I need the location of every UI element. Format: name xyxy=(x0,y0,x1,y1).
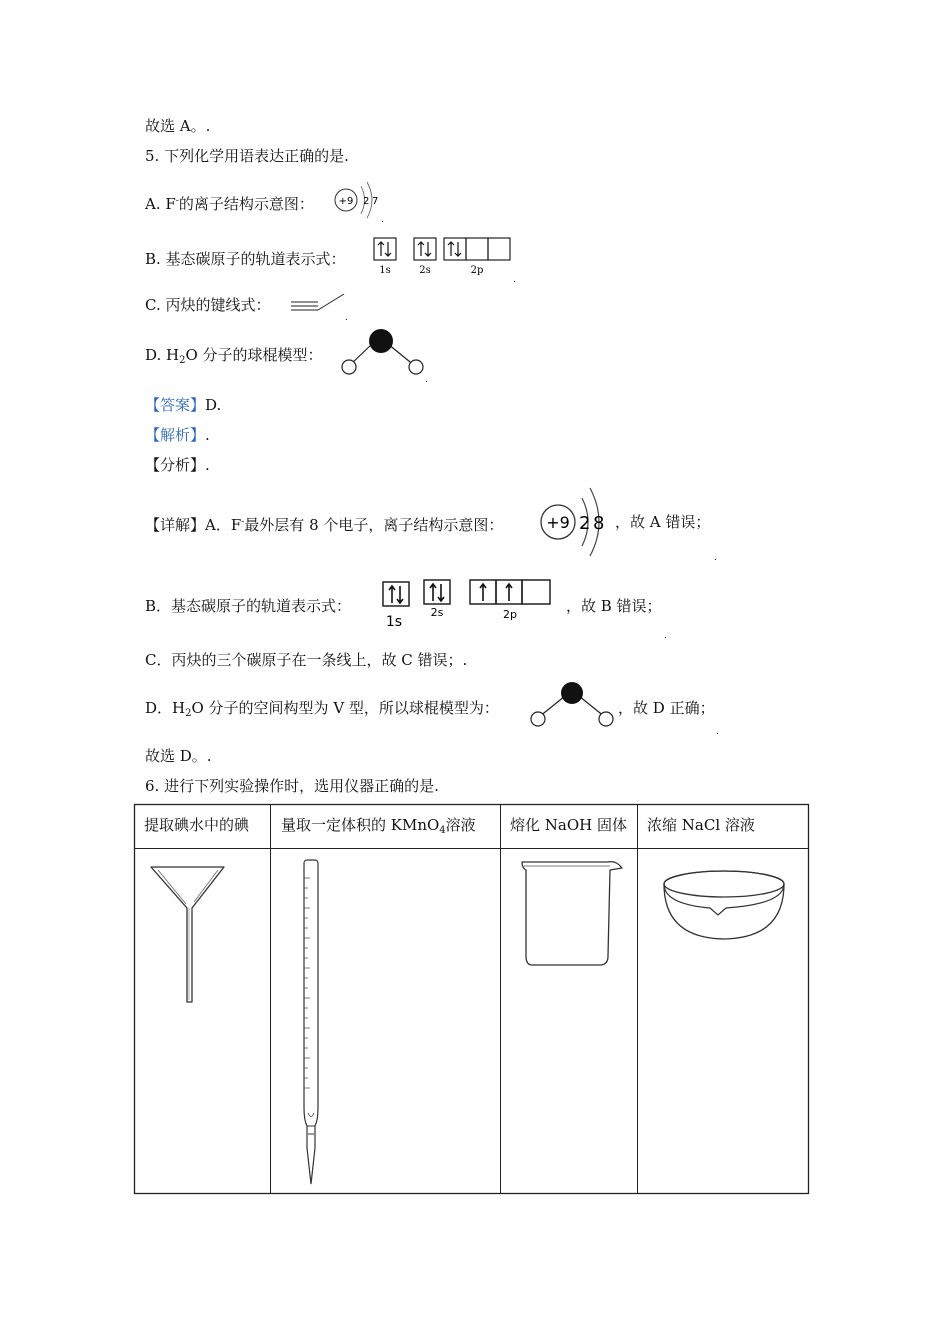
label-2p-large: 2p xyxy=(503,608,517,621)
evaporating-dish-icon xyxy=(660,868,792,944)
option-b: B. 基态碳原子的轨道表示式： xyxy=(145,250,346,268)
label-2s: 2s xyxy=(419,265,431,276)
funnel-icon xyxy=(148,864,228,1009)
shell-1-count-large: 2 xyxy=(579,513,591,534)
burette-icon xyxy=(294,858,328,1186)
stray-dot-7: . xyxy=(716,727,719,737)
final-answer: 故选 D。. xyxy=(145,747,212,765)
detail-b-end: ，故 B 错误； xyxy=(566,597,662,615)
option-a: A. F-的离子结构示意图： xyxy=(145,195,314,213)
shell-1-count: 2 xyxy=(363,196,370,207)
detail-c: C．丙炔的三个碳原子在一条线上，故 C 错误；. xyxy=(145,651,468,669)
stray-dot-2: . xyxy=(513,275,516,285)
stray-dot-6: . xyxy=(664,631,667,641)
fenxi-line: 【分析】. xyxy=(145,456,210,474)
detail-d-end: ，故 D 正确； xyxy=(618,699,715,717)
label-1s: 1s xyxy=(379,265,391,276)
question-6: 6. 进行下列实验操作时，选用仪器正确的是. xyxy=(145,777,439,795)
answer-line: 【答案】D. xyxy=(145,396,222,414)
stray-dot-3: . xyxy=(345,313,348,323)
jiexi-line: 【解析】. xyxy=(145,426,210,444)
header-melt-naoh: 熔化 NaOH 固体 xyxy=(510,816,627,834)
line-choose-a: 故选 A。. xyxy=(145,117,211,135)
option-d: D. $H_2O$ 分子的球棍模型： xyxy=(145,346,323,366)
shell-2-count-large: 8 xyxy=(593,513,605,534)
label-2s-large: 2s xyxy=(430,606,444,619)
shell-2-count: 7 xyxy=(372,196,379,207)
stray-dot-4: . xyxy=(425,375,428,385)
detail-a-end: ，故 A 错误； xyxy=(615,513,711,531)
detail-d: D．$H_2O$ 分子的空间构型为 V 型，所以球棍模型为： xyxy=(145,699,499,719)
beaker-icon xyxy=(518,856,626,972)
header-measure-kmno4: 量取一定体积的 KMnO$_4$溶液 xyxy=(281,816,476,836)
question-5: 5. 下列化学用语表达正确的是. xyxy=(145,147,349,165)
detail-b: B．基态碳原子的轨道表示式： xyxy=(145,597,352,615)
header-extract-iodine: 提取碘水中的碘 xyxy=(144,816,250,834)
stray-dot-5: . xyxy=(714,553,717,563)
nucleus-charge-large: +9 xyxy=(546,513,570,532)
option-c: C. 丙炔的键线式： xyxy=(145,296,271,314)
label-1s-large: 1s xyxy=(385,614,403,630)
stray-dot-1: . xyxy=(381,215,384,225)
nucleus-charge: +9 xyxy=(338,196,354,207)
header-concentrate-nacl: 浓缩 NaCl 溶液 xyxy=(647,816,755,834)
detail-a: 【详解】A．F-最外层有 8 个电子，离子结构示意图： xyxy=(145,516,504,534)
label-2p: 2p xyxy=(470,265,484,276)
